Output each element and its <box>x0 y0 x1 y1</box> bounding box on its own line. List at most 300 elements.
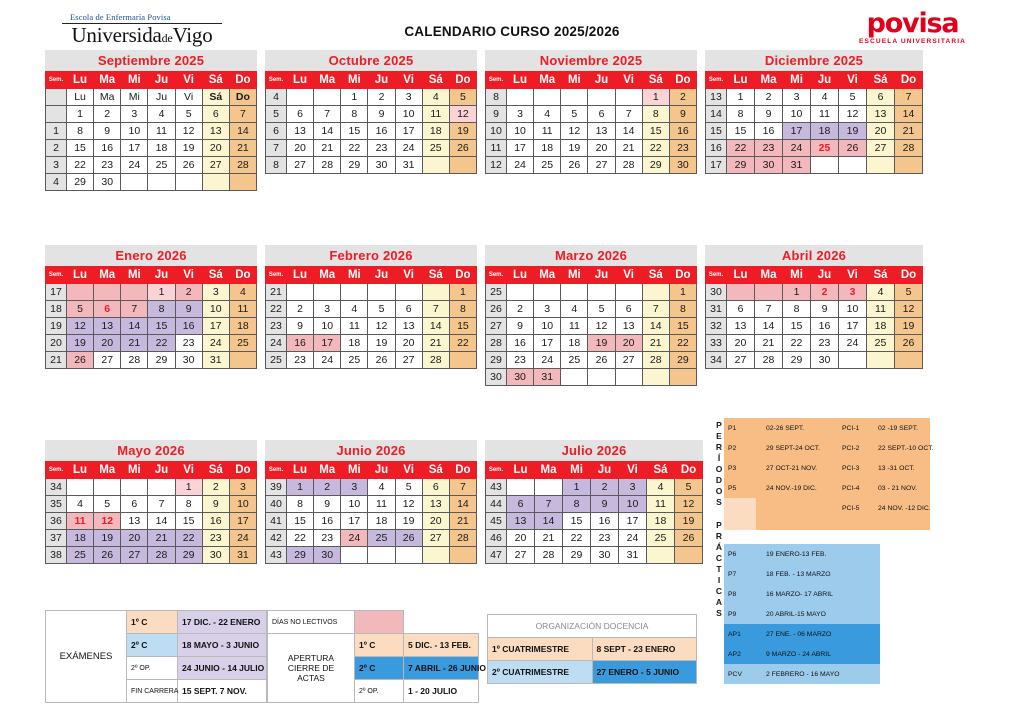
weekday-header-lu: Lu <box>727 72 755 89</box>
weekday-header-do: Do <box>669 267 696 284</box>
day-cell <box>588 284 615 301</box>
day-cell: 16 <box>591 513 619 530</box>
periodo-row <box>724 478 946 498</box>
day-cell: 11 <box>368 496 395 513</box>
day-cell: 5 <box>895 284 923 301</box>
weekday-header-ju: Ju <box>148 267 175 284</box>
day-cell: 14 <box>314 123 341 140</box>
week-col-header: Sem. <box>486 462 507 479</box>
vertical-label-char: A <box>715 597 723 607</box>
week-row <box>46 123 257 140</box>
week-row <box>46 157 257 174</box>
day-cell: 26 <box>395 530 422 547</box>
day-cell: 20 <box>615 335 642 352</box>
weekday-header-ma: Ma <box>534 72 561 89</box>
week-row <box>486 106 697 123</box>
week-row <box>266 284 477 301</box>
day-cell: 21 <box>535 530 563 547</box>
day-cell: 29 <box>727 157 755 174</box>
week-row <box>46 174 257 191</box>
day-cell: 2 <box>94 106 121 123</box>
pci-code: PCI-5 <box>842 504 860 512</box>
month-title: Febrero 2026 <box>265 245 477 266</box>
periodos-table <box>724 418 946 518</box>
day-cell: 8 <box>341 106 368 123</box>
month-calendar <box>485 245 697 386</box>
day-cell: 24 <box>507 157 534 174</box>
month-grid <box>485 461 703 564</box>
examen-label: FIN CARRERA <box>127 680 178 703</box>
weekday-subheader-vi: Vi <box>175 89 202 106</box>
day-cell: 20 <box>588 140 615 157</box>
day-cell: 14 <box>422 318 449 335</box>
weekday-header-mi: Mi <box>783 267 811 284</box>
month-grid <box>45 71 257 191</box>
day-cell: 15 <box>449 318 476 335</box>
week-row <box>486 496 703 513</box>
povisa-logo <box>859 10 966 45</box>
day-cell: 29 <box>148 352 175 369</box>
day-cell: 23 <box>368 140 395 157</box>
day-cell: 27 <box>507 547 535 564</box>
weekday-header-mi: Mi <box>121 267 148 284</box>
month-title: Abril 2026 <box>705 245 923 266</box>
day-cell: 5 <box>94 496 121 513</box>
week-row <box>46 352 257 369</box>
day-cell: 27 <box>202 157 229 174</box>
week-row <box>266 352 477 369</box>
week-row <box>266 513 477 530</box>
day-cell: 27 <box>121 547 148 564</box>
week-row <box>46 140 257 157</box>
day-cell: 1 <box>642 89 669 106</box>
day-cell: 26 <box>895 335 923 352</box>
day-cell: 3 <box>314 301 341 318</box>
page-title: CALENDARIO CURSO 2025/2026 <box>404 24 620 39</box>
day-cell: 11 <box>647 496 675 513</box>
day-cell: 6 <box>121 496 148 513</box>
week-number-cell: 25 <box>266 352 287 369</box>
day-cell: 3 <box>534 301 561 318</box>
weekday-header-ma: Ma <box>534 267 561 284</box>
week-row <box>266 140 477 157</box>
day-cell: 25 <box>148 157 175 174</box>
week-number-cell: 20 <box>46 335 67 352</box>
cuatrimestre-label: 1º CUATRIMESTRE <box>488 638 593 661</box>
day-cell: 5 <box>675 479 703 496</box>
week-col-header: Sem. <box>706 72 727 89</box>
day-cell: 27 <box>395 352 422 369</box>
periodo-row <box>724 418 946 438</box>
day-cell: 21 <box>449 513 476 530</box>
week-number-cell: 11 <box>486 140 507 157</box>
vertical-label-char: D <box>715 475 723 485</box>
day-cell: 20 <box>121 530 148 547</box>
week-row <box>706 140 923 157</box>
day-cell: 17 <box>202 318 229 335</box>
day-cell: 14 <box>642 318 669 335</box>
day-cell: 27 <box>867 140 895 157</box>
dias-no-lectivos-table <box>267 610 486 703</box>
day-cell <box>534 89 561 106</box>
practica-code: P8 <box>724 584 762 604</box>
month-title: Marzo 2026 <box>485 245 697 266</box>
week-row <box>486 318 697 335</box>
practica-row <box>724 604 880 624</box>
day-cell: 29 <box>783 352 811 369</box>
day-cell: 21 <box>642 335 669 352</box>
week-row <box>706 352 923 369</box>
day-cell: 10 <box>314 318 341 335</box>
day-cell <box>94 479 121 496</box>
day-cell: 6 <box>287 106 314 123</box>
day-cell <box>395 284 422 301</box>
periodo-row <box>724 498 946 518</box>
day-cell: 17 <box>341 513 368 530</box>
day-cell: 9 <box>755 106 783 123</box>
day-cell: 27 <box>615 352 642 369</box>
day-cell: 8 <box>449 301 476 318</box>
day-cell: 8 <box>669 301 696 318</box>
organizacion-docencia-table <box>487 614 697 684</box>
weekday-header-do: Do <box>895 267 923 284</box>
weekday-header-sá: Sá <box>202 462 229 479</box>
day-cell: 4 <box>561 301 588 318</box>
practica-code: AP1 <box>724 624 762 644</box>
day-cell: 9 <box>202 496 229 513</box>
cuatrimestre-range: 8 SEPT - 23 ENERO <box>592 638 697 661</box>
day-cell: 3 <box>619 479 647 496</box>
examenes-panel <box>45 610 267 703</box>
vertical-label-char: S <box>716 608 722 618</box>
month-title: Julio 2026 <box>485 440 703 461</box>
day-cell <box>422 284 449 301</box>
day-cell: 7 <box>422 301 449 318</box>
day-cell: 11 <box>341 318 368 335</box>
day-cell: 29 <box>563 547 591 564</box>
weekday-header-lu: Lu <box>507 267 534 284</box>
week-row <box>706 106 923 123</box>
weekday-header-ju: Ju <box>811 267 839 284</box>
week-number-cell: 43 <box>486 479 507 496</box>
week-row <box>486 530 703 547</box>
day-cell: 20 <box>507 530 535 547</box>
week-number-cell <box>46 89 67 106</box>
day-cell: 1 <box>669 284 696 301</box>
day-cell: 30 <box>94 174 121 191</box>
day-cell: 12 <box>895 301 923 318</box>
day-cell: 14 <box>615 123 642 140</box>
day-cell <box>121 174 148 191</box>
day-cell: 10 <box>395 106 422 123</box>
day-cell: 13 <box>867 106 895 123</box>
practicas-table <box>724 544 880 684</box>
actas-value: 5 DIC. - 13 FEB. <box>404 634 479 657</box>
day-cell <box>148 479 175 496</box>
day-cell: 25 <box>229 335 256 352</box>
practica-row <box>724 564 880 584</box>
day-cell: 29 <box>341 157 368 174</box>
day-cell: 23 <box>202 530 229 547</box>
day-cell <box>121 284 148 301</box>
week-number-cell: 26 <box>486 301 507 318</box>
day-cell <box>449 157 476 174</box>
organizacion-docencia-panel <box>487 614 697 684</box>
day-cell: 29 <box>642 157 669 174</box>
day-cell <box>895 157 923 174</box>
weekday-header-ma: Ma <box>314 462 341 479</box>
day-cell: 15 <box>341 123 368 140</box>
day-cell: 10 <box>229 496 256 513</box>
day-cell: 21 <box>615 140 642 157</box>
week-number-cell: 17 <box>706 157 727 174</box>
week-number-cell: 9 <box>486 106 507 123</box>
day-cell <box>642 369 669 386</box>
weekday-header-mi: Mi <box>561 267 588 284</box>
week-number-cell: 44 <box>486 496 507 513</box>
day-cell: 10 <box>839 301 867 318</box>
day-cell: 8 <box>727 106 755 123</box>
day-cell: 13 <box>395 318 422 335</box>
month-calendar <box>45 440 257 564</box>
week-number-cell: 19 <box>46 318 67 335</box>
day-cell: 17 <box>395 123 422 140</box>
weekday-header-ju: Ju <box>148 462 175 479</box>
day-cell <box>395 547 422 564</box>
day-cell: 17 <box>534 335 561 352</box>
day-cell: 6 <box>202 106 229 123</box>
day-cell: 16 <box>755 123 783 140</box>
day-cell: 28 <box>755 352 783 369</box>
weekday-subheader-sá: Sá <box>202 89 229 106</box>
day-cell: 9 <box>314 496 341 513</box>
day-cell: 16 <box>94 140 121 157</box>
day-cell: 26 <box>675 530 703 547</box>
day-cell: 22 <box>341 140 368 157</box>
practica-code: P7 <box>724 564 762 584</box>
day-cell: 11 <box>229 301 256 318</box>
day-cell: 12 <box>839 106 867 123</box>
dias-no-lectivos-row <box>268 611 479 634</box>
day-cell: 3 <box>229 479 256 496</box>
day-cell <box>535 479 563 496</box>
day-cell: 1 <box>727 89 755 106</box>
day-cell: 6 <box>395 301 422 318</box>
week-row <box>46 301 257 318</box>
day-cell: 16 <box>811 318 839 335</box>
day-cell: 6 <box>422 479 449 496</box>
day-cell: 28 <box>535 547 563 564</box>
day-cell: 18 <box>368 513 395 530</box>
month-title: Mayo 2026 <box>45 440 257 461</box>
day-cell: 10 <box>202 301 229 318</box>
practica-code: AP2 <box>724 644 762 664</box>
day-cell: 3 <box>783 89 811 106</box>
week-number-cell: 42 <box>266 530 287 547</box>
week-row <box>486 301 697 318</box>
day-cell: 22 <box>287 530 314 547</box>
weekday-header-ma: Ma <box>94 72 121 89</box>
practica-code: P9 <box>724 604 762 624</box>
practica-code: P6 <box>724 544 762 564</box>
week-row <box>46 284 257 301</box>
day-cell: 5 <box>395 479 422 496</box>
day-cell: 12 <box>94 513 121 530</box>
day-cell: 18 <box>341 335 368 352</box>
day-cell <box>588 369 615 386</box>
day-cell: 15 <box>148 318 175 335</box>
day-cell: 10 <box>341 496 368 513</box>
day-cell: 7 <box>642 301 669 318</box>
month-grid <box>265 266 477 369</box>
weekday-header-lu: Lu <box>287 462 314 479</box>
weekday-header-vi: Vi <box>395 72 422 89</box>
week-row <box>46 318 257 335</box>
day-cell: 7 <box>229 106 256 123</box>
day-cell: 25 <box>368 530 395 547</box>
day-cell: 30 <box>202 547 229 564</box>
day-cell: 16 <box>202 513 229 530</box>
day-cell: 13 <box>615 318 642 335</box>
day-cell: 20 <box>867 123 895 140</box>
day-cell: 21 <box>895 123 923 140</box>
organizacion-header-row <box>488 615 697 638</box>
uvigo-text-2: Vigo <box>172 23 213 47</box>
day-cell: 18 <box>229 318 256 335</box>
day-cell: 6 <box>588 106 615 123</box>
day-cell: 29 <box>287 547 314 564</box>
weekday-header-vi: Vi <box>395 462 422 479</box>
month-calendar <box>705 50 923 174</box>
week-number-cell: 12 <box>486 157 507 174</box>
day-cell: 23 <box>755 140 783 157</box>
month-title: Enero 2026 <box>45 245 257 266</box>
day-cell: 30 <box>811 352 839 369</box>
day-cell: 23 <box>94 157 121 174</box>
periodo-range: 27 OCT-21 NOV. <box>766 464 818 472</box>
week-number-cell: 22 <box>266 301 287 318</box>
weekday-header-do: Do <box>229 267 256 284</box>
day-cell: 25 <box>647 530 675 547</box>
day-cell: 19 <box>895 318 923 335</box>
day-cell: 31 <box>395 157 422 174</box>
practica-range: 9 MARZO - 24 ABRIL <box>762 644 880 664</box>
day-cell: 3 <box>395 89 422 106</box>
week-number-cell: 8 <box>486 89 507 106</box>
day-cell: 9 <box>811 301 839 318</box>
day-cell: 10 <box>121 123 148 140</box>
day-cell: 8 <box>783 301 811 318</box>
spacer-cell <box>404 611 479 634</box>
day-cell: 24 <box>534 352 561 369</box>
day-cell: 16 <box>507 335 534 352</box>
day-cell: 5 <box>561 106 588 123</box>
day-cell: 22 <box>67 157 94 174</box>
month-calendar <box>45 245 257 369</box>
day-cell: 30 <box>669 157 696 174</box>
day-cell <box>615 284 642 301</box>
day-cell: 24 <box>341 530 368 547</box>
periodo-range: 24 NOV.-19 DIC. <box>766 484 817 492</box>
day-cell: 25 <box>341 352 368 369</box>
day-cell: 22 <box>175 530 202 547</box>
month-grid <box>45 461 257 564</box>
day-cell: 7 <box>615 106 642 123</box>
practica-row <box>724 644 880 664</box>
day-cell: 28 <box>449 530 476 547</box>
day-cell: 2 <box>314 479 341 496</box>
day-cell <box>314 284 341 301</box>
day-cell: 4 <box>229 284 256 301</box>
weekday-header-mi: Mi <box>341 462 368 479</box>
month-grid <box>45 266 257 369</box>
weekday-header-do: Do <box>449 267 476 284</box>
weekday-subheader-do: Do <box>229 89 256 106</box>
day-cell: 24 <box>229 530 256 547</box>
week-col-header: Sem. <box>266 267 287 284</box>
day-cell: 21 <box>121 335 148 352</box>
day-cell: 15 <box>642 123 669 140</box>
vertical-label-char: C <box>715 586 723 596</box>
month-calendar <box>265 245 477 369</box>
day-cell: 23 <box>507 352 534 369</box>
day-cell: 18 <box>811 123 839 140</box>
day-cell: 22 <box>642 140 669 157</box>
day-cell: 7 <box>895 89 923 106</box>
day-cell: 18 <box>867 318 895 335</box>
day-cell: 31 <box>202 352 229 369</box>
day-cell: 21 <box>422 335 449 352</box>
day-cell: 3 <box>202 284 229 301</box>
week-col-header: Sem. <box>266 72 287 89</box>
day-cell: 12 <box>67 318 94 335</box>
day-cell: 1 <box>175 479 202 496</box>
day-cell: 15 <box>783 318 811 335</box>
week-col-header: Sem. <box>486 72 507 89</box>
week-number-cell: 32 <box>706 318 727 335</box>
pci-range: 02 -19 SEPT. <box>878 424 919 432</box>
practicas-panel <box>724 544 872 696</box>
weekday-header-sá: Sá <box>422 462 449 479</box>
day-cell: 4 <box>647 479 675 496</box>
day-cell: 15 <box>727 123 755 140</box>
examen-value: 17 DIC. - 22 ENERO <box>178 611 267 634</box>
actas-title-line: APERTURA <box>287 653 335 663</box>
pci-code: PCI-2 <box>842 444 860 452</box>
day-cell: 17 <box>839 318 867 335</box>
dias-no-lectivos-swatch <box>355 611 404 634</box>
day-cell: 6 <box>615 301 642 318</box>
day-cell: 1 <box>287 479 314 496</box>
periodo-range: 29 SEPT-24 OCT. <box>766 444 821 452</box>
day-cell: 1 <box>341 89 368 106</box>
day-cell <box>67 479 94 496</box>
week-row <box>486 157 697 174</box>
day-cell: 28 <box>314 157 341 174</box>
weekday-header-sá: Sá <box>867 72 895 89</box>
week-row <box>266 301 477 318</box>
day-cell <box>755 284 783 301</box>
day-cell: 5 <box>368 301 395 318</box>
day-cell: 17 <box>229 513 256 530</box>
pci-range: 22 SEPT.-10 OCT. <box>878 444 934 452</box>
day-cell <box>675 547 703 564</box>
day-cell: 22 <box>563 530 591 547</box>
day-cell: 19 <box>175 140 202 157</box>
examen-row <box>46 611 267 634</box>
day-cell: 3 <box>507 106 534 123</box>
day-cell: 6 <box>507 496 535 513</box>
